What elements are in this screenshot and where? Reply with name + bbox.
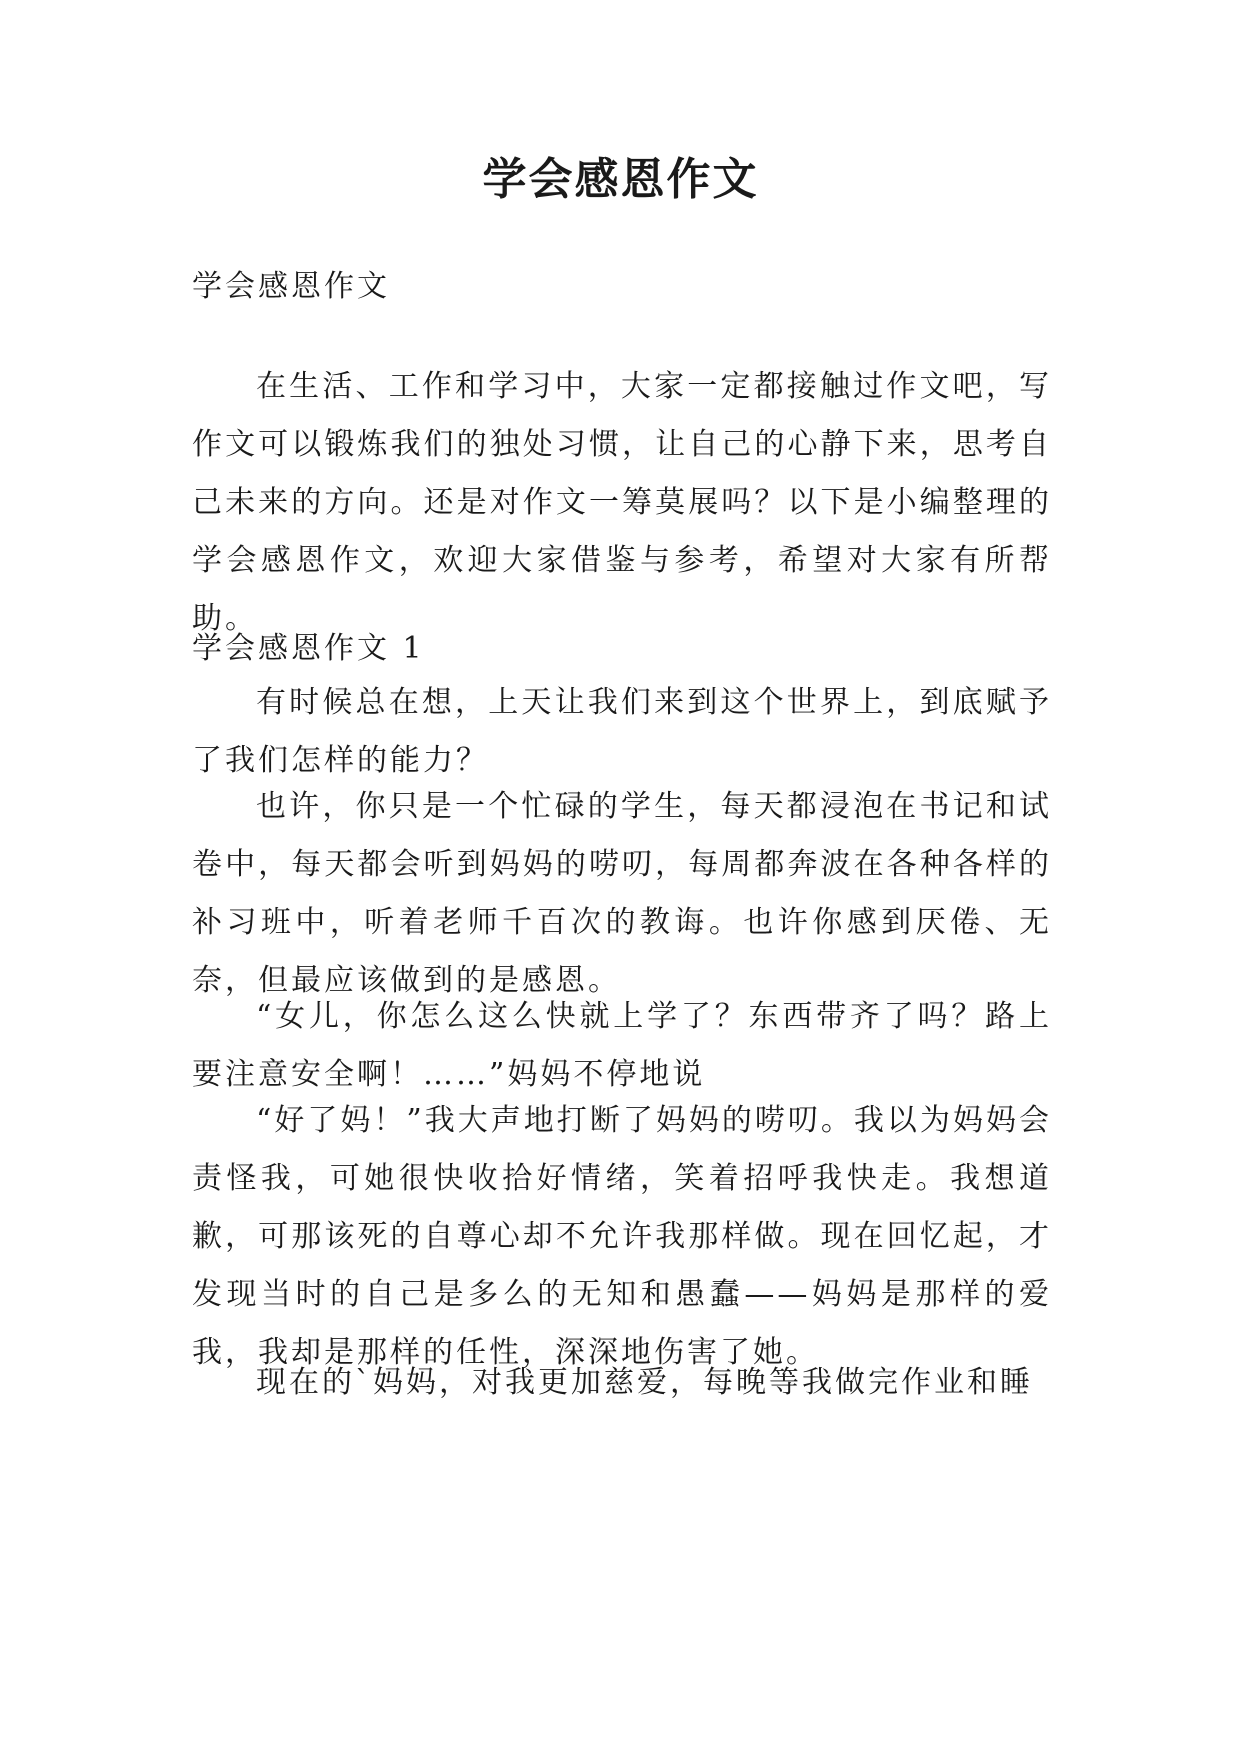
document-title: 学会感恩作文 bbox=[482, 154, 759, 205]
document-subtitle: 学会感恩作文 bbox=[192, 269, 390, 304]
section-heading: 学会感恩作文 1 bbox=[192, 631, 425, 666]
paragraph: “好了妈！”我大声地打断了妈妈的唠叨。我以为妈妈会责怪我，可她很快收拾好情绪，笑着招呼我快走。我想道歉，可那该死的自尊心却不允许我那样做。现在回忆起，才发现当时的自己是多么的无知和愚蠢——妈妈是那样的爱我，我却是那样的任性，深深地伤害了她。 bbox=[192, 1103, 1052, 1370]
intro-paragraph: 在生活、工作和学习中，大家一定都接触过作文吧，写作文可以锻炼我们的独处习惯，让自己的心静下来，思考自己未来的方向。还是对作文一筹莫展吗？以下是小编整理的学会感恩作文，欢迎大家借鉴与参考，希望对大家有所帮助。 bbox=[192, 369, 1052, 636]
paragraph: 也许，你只是一个忙碌的学生，每天都浸泡在书记和试卷中，每天都会听到妈妈的唠叨，每周都奔波在各种各样的补习班中，听着老师千百次的教诲。也许你感到厌倦、无奈，但最应该做到的是感恩。 bbox=[192, 789, 1052, 998]
paragraph: “女儿，你怎么这么快就上学了？东西带齐了吗？路上要注意安全啊！……”妈妈不停地说 bbox=[192, 999, 1052, 1092]
paragraph: 现在的`妈妈，对我更加慈爱，每晚等我做完作业和睡 bbox=[256, 1365, 1033, 1400]
paragraph: 有时候总在想，上天让我们来到这个世界上，到底赋予了我们怎样的能力？ bbox=[192, 685, 1052, 778]
